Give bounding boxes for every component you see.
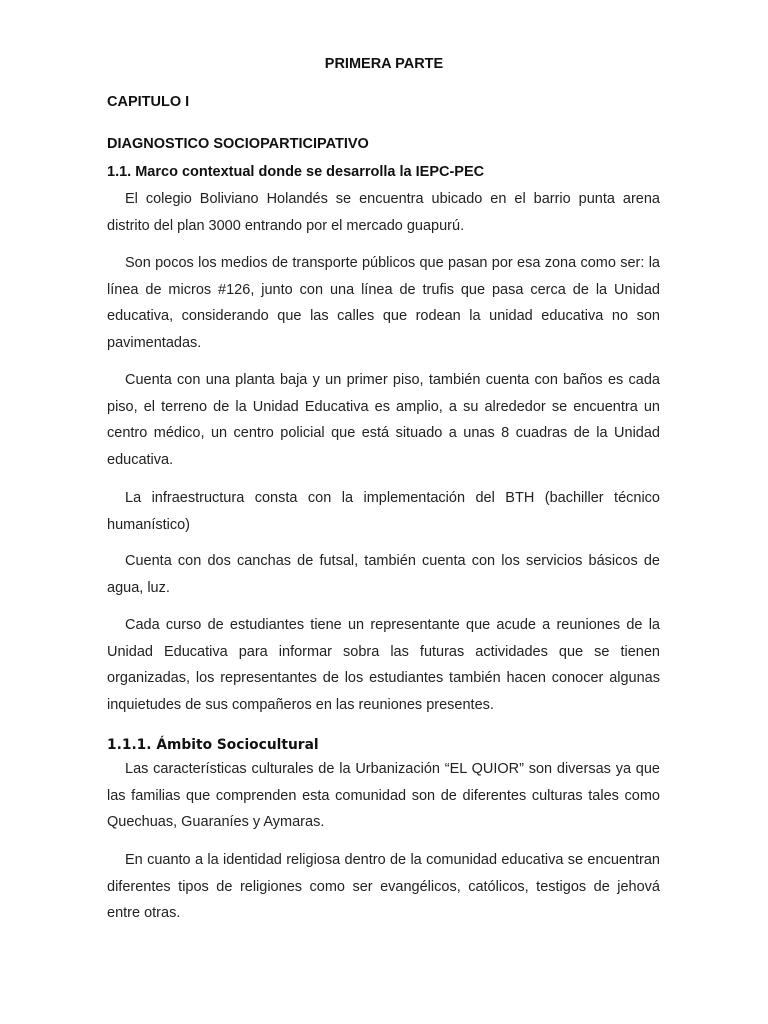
paragraph-transport <box>107 250 660 356</box>
paragraph-location <box>107 186 660 239</box>
paragraph-text: En cuanto a la identidad religiosa dentro de la comunidad educativa se encuentran diferentes tipos de religiones como ser evangélicos, católicos, testigos de jehová entre otras. <box>107 852 660 921</box>
paragraph-text: Cuenta con dos canchas de futsal, también cuenta con los servicios básicos de agua, luz. <box>107 553 660 596</box>
paragraph-services <box>107 548 660 601</box>
paragraph-text: Son pocos los medios de transporte públicos que pasan por esa zona como ser: la línea de micros #126, junto con una línea de trufis que pasa cerca de la Unidad educativa, considerando que las calles que rodean la unidad educativa no son pavimentadas. <box>107 255 660 351</box>
paragraph-representatives <box>107 612 660 718</box>
paragraph-facilities <box>107 367 660 473</box>
paragraph-text: Las características culturales de la Urbanización “EL QUIOR” son diversas ya que las familias que comprenden esta comunidad son de diferentes culturas tales como Quechuas, Guaraníes y Aymaras. <box>107 761 660 830</box>
chapter-title: CAPITULO I <box>107 94 190 110</box>
subsection-heading-1-1-1: 1.1.1. Ámbito Sociocultural <box>107 737 319 753</box>
section-title: DIAGNOSTICO SOCIOPARTICIPATIVO <box>107 136 369 152</box>
paragraph-text: Cuenta con una planta baja y un primer piso, también cuenta con baños es cada piso, el terreno de la Unidad Educativa es amplio, a su alrededor se encuentra un centro médico, un centro policial que está situado a unas 8 cuadras de la Unidad educativa. <box>107 372 660 468</box>
paragraph-text: El colegio Boliviano Holandés se encuentra ubicado en el barrio punta arena distrito del plan 3000 entrando por el mercado guapurú. <box>107 191 660 234</box>
subsection-heading-1-1: 1.1. Marco contextual donde se desarrolla la IEPC-PEC <box>107 164 485 180</box>
paragraph-religion <box>107 847 660 927</box>
paragraph-cultures <box>107 756 660 836</box>
paragraph-text: Cada curso de estudiantes tiene un representante que acude a reuniones de la Unidad Educativa para informar sobra las futuras actividades que se tienen organizadas, los representantes de los estudiantes también hacen conocer algunas inquietudes de sus compañeros en las reuniones presentes. <box>107 617 660 713</box>
part-title: PRIMERA PARTE <box>324 56 444 72</box>
paragraph-text: La infraestructura consta con la implementación del BTH (bachiller técnico humanístico) <box>107 490 660 533</box>
paragraph-infrastructure <box>107 485 660 538</box>
